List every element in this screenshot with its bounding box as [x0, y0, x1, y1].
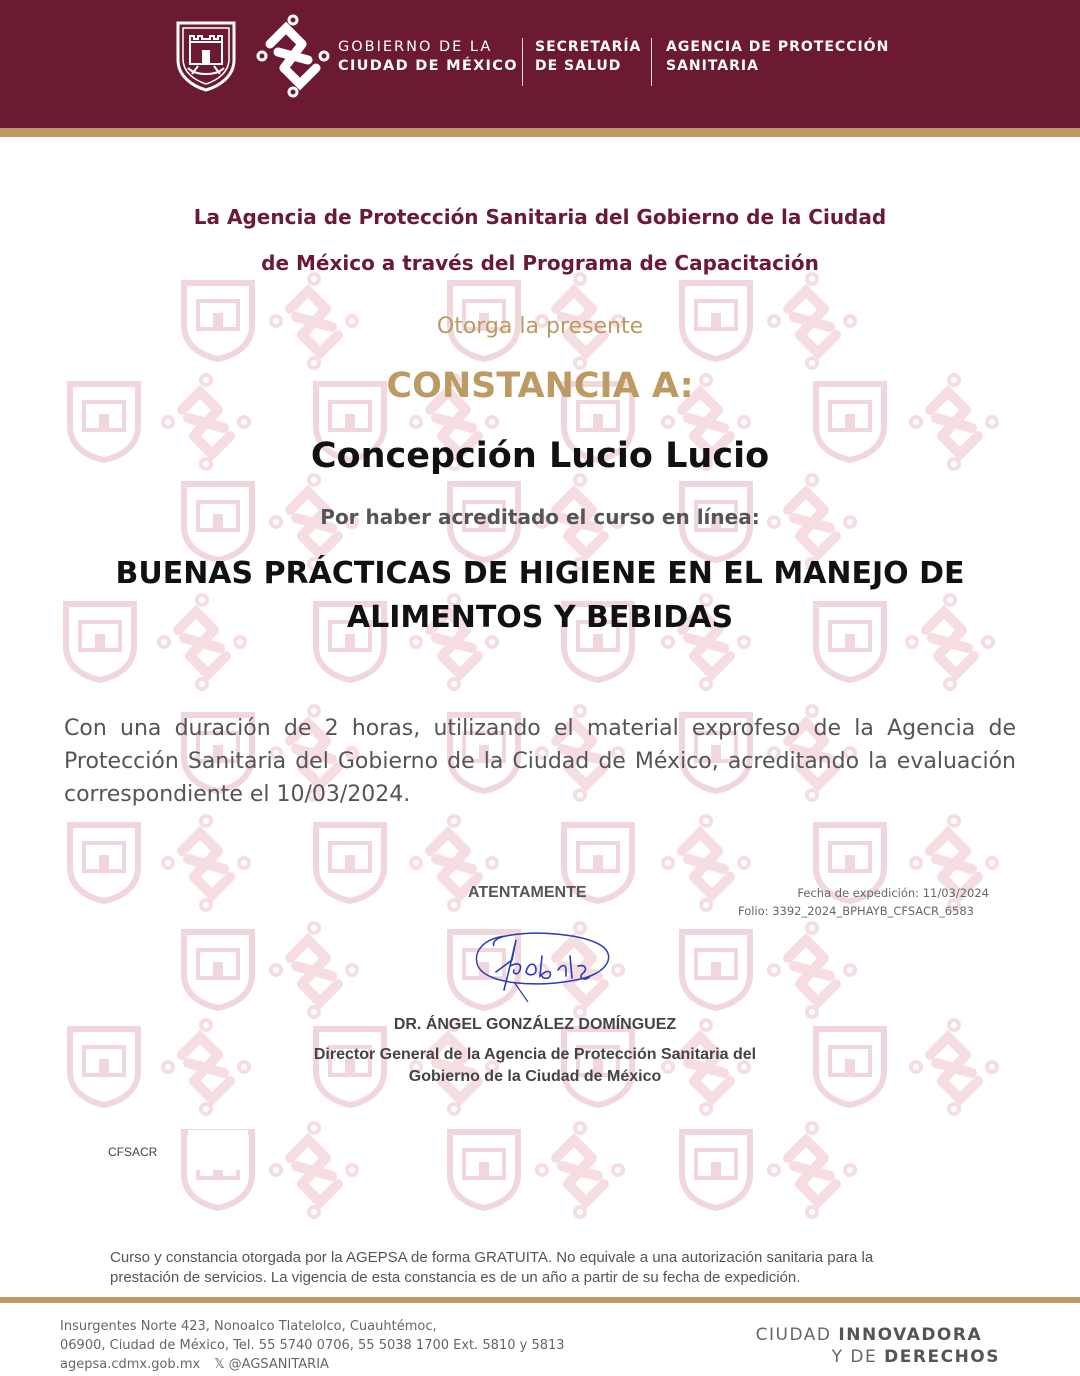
- por-haber-label: Por haber acreditado el curso en línea:: [320, 505, 760, 529]
- motto-line-2: [756, 1346, 1000, 1368]
- intro-line-2: de México a través del Programa de Capacitación: [261, 251, 819, 275]
- duration-paragraph: Con una duración de 2 horas, utilizando el material exprofeso de la Agencia de Protección Sanitaria del Gobierno de la Ciudad de México, acreditando la evaluación correspondiente el 10/03/2024.: [64, 716, 1016, 807]
- cdmx-knot-logo-icon: [256, 14, 330, 98]
- constancia-title: CONSTANCIA A:: [386, 366, 694, 406]
- disclaimer-note: [110, 1248, 990, 1288]
- header-separator: [522, 38, 523, 86]
- recipient-name: Concepción Lucio Lucio: [310, 436, 770, 476]
- agency-line-1: AGENCIA DE PROTECCIÓN: [666, 39, 890, 55]
- header-separator: [651, 38, 652, 86]
- motto-line-2-a: Y DE: [831, 1347, 885, 1367]
- agency-line-2: SANITARIA: [666, 58, 759, 74]
- note-line-1: Curso y constancia otorgada por la AGEPSA de forma GRATUITA. No equivale a una autorización sanitaria para la: [110, 1249, 874, 1266]
- motto-line-2-b: DERECHOS: [884, 1347, 1000, 1367]
- qr-code-area: [188, 1130, 248, 1170]
- intro-text: [120, 194, 960, 286]
- folio-number: Folio: 3392_2024_BPHAYB_CFSACR_6583: [738, 904, 974, 918]
- otorga-label: Otorga la presente: [436, 314, 644, 339]
- secretaria-label: [535, 38, 641, 76]
- course-line-2: ALIMENTOS Y BEBIDAS: [346, 600, 734, 635]
- gov-line-2: CIUDAD DE MÉXICO: [338, 58, 518, 74]
- atentamente-label: ATENTAMENTE: [468, 884, 587, 901]
- website-link[interactable]: agepsa.cdmx.gob.mx: [60, 1357, 201, 1372]
- motto-line-1-b: INNOVADORA: [838, 1325, 983, 1345]
- note-line-2: prestación de servicios. La vigencia de esta constancia es de un año a partir de su fecha de expedición.: [110, 1269, 801, 1286]
- signer-title-line-2: Gobierno de la Ciudad de México: [408, 1068, 662, 1085]
- sec-line-2: DE SALUD: [535, 58, 622, 74]
- contact-line: [60, 1355, 565, 1374]
- signer-name: DR. ÁNGEL GONZÁLEZ DOMÍNGUEZ: [393, 1016, 677, 1033]
- intro-line-1: La Agencia de Protección Sanitaria del Gobierno de la Ciudad: [193, 205, 887, 229]
- issue-date: Fecha de expedición: 11/03/2024: [797, 886, 989, 900]
- header-gold-divider: [0, 128, 1080, 137]
- course-title: [60, 552, 1020, 640]
- course-line-1: BUENAS PRÁCTICAS DE HIGIENE EN EL MANEJO DE: [115, 556, 965, 591]
- social-handle[interactable]: @AGSANITARIA: [228, 1357, 329, 1372]
- city-motto: [756, 1324, 1000, 1368]
- cdmx-shield-icon: [174, 20, 238, 92]
- address-line-1: Insurgentes Norte 423, Nonoalco Tlatelolco, Cuauhtémoc,: [60, 1319, 437, 1334]
- gov-cdmx-label: [338, 38, 518, 76]
- address-line-2: 06900, Ciudad de México, Tel. 55 5740 0706, 55 5038 1700 Ext. 5810 y 5813: [60, 1338, 565, 1353]
- gov-line-1: GOBIERNO DE LA: [338, 39, 493, 55]
- motto-line-1-a: CIUDAD: [755, 1325, 839, 1345]
- motto-line-1: [756, 1324, 1000, 1346]
- signer-title-line-1: Director General de la Agencia de Protección Sanitaria del: [313, 1046, 757, 1063]
- agency-label: [666, 38, 889, 76]
- signer-title: [280, 1044, 790, 1088]
- handwritten-signature: [466, 926, 618, 1002]
- footer-address: [60, 1317, 565, 1374]
- x-social-icon: 𝕏: [214, 1357, 225, 1372]
- document-code: CFSACR: [108, 1145, 158, 1159]
- sec-line-1: SECRETARÍA: [535, 39, 642, 55]
